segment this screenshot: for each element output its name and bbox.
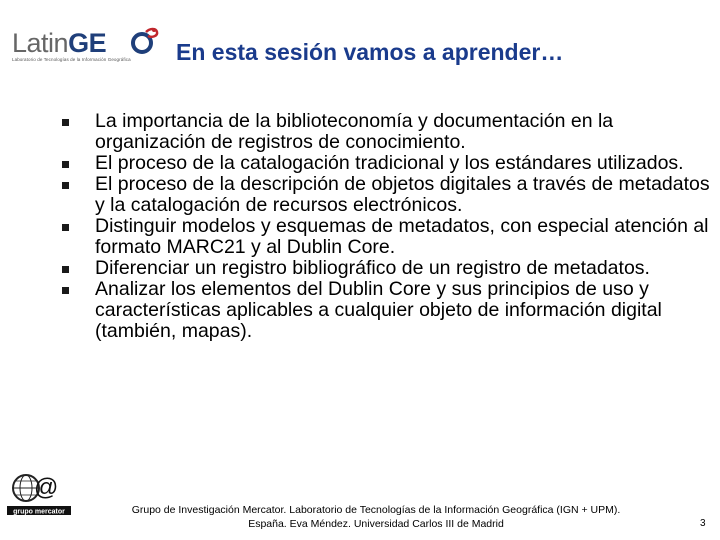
page-number: 3 xyxy=(700,518,706,529)
square-bullet-icon xyxy=(62,224,69,231)
bullet-text: Analizar los elementos del Dublin Core y sus principios de uso y características aplicables a cualquier objeto de información digital (también, mapas). xyxy=(95,278,662,342)
bullet-text: Distinguir modelos y esquemas de metadatos, con especial atención al formato MARC21 y al Dublin Core. xyxy=(95,215,709,258)
square-bullet-icon xyxy=(62,161,69,168)
svg-text:@: @ xyxy=(34,474,59,501)
bullet-text: Diferenciar un registro bibliográfico de un registro de metadatos. xyxy=(95,257,650,279)
latingeo-logo xyxy=(8,26,158,66)
footer-logo-label: grupo mercator xyxy=(13,508,65,516)
logo-wordmark xyxy=(12,28,106,58)
bullet-item xyxy=(60,174,710,216)
bullet-text: La importancia de la biblioteconomía y documentación en la organización de registros de conocimiento. xyxy=(95,110,614,153)
footer-credits xyxy=(88,503,664,531)
logo-tagline: Laboratorio de Tecnologías de la Información Geográfica xyxy=(12,57,131,62)
bullet-item xyxy=(60,111,710,153)
square-bullet-icon xyxy=(62,266,69,273)
square-bullet-icon xyxy=(62,119,69,126)
bullet-item xyxy=(60,153,710,174)
bullet-item xyxy=(60,216,710,258)
bullet-list xyxy=(60,111,710,342)
bullet-text: El proceso de la descripción de objetos digitales a través de metadatos y la catalogación de recursos electrónicos. xyxy=(95,173,710,216)
mercator-globe-logo xyxy=(6,468,72,518)
bullet-item xyxy=(60,279,710,342)
logo-text-latin: Latin xyxy=(12,28,69,58)
square-bullet-icon xyxy=(62,182,69,189)
logo-o-swirl-icon xyxy=(130,26,160,60)
square-bullet-icon xyxy=(62,287,69,294)
footer-line-2: España. Eva Méndez. Universidad Carlos III de Madrid xyxy=(248,518,504,530)
bullet-text: El proceso de la catalogación tradicional y los estándares utilizados. xyxy=(95,152,684,174)
footer-line-1: Grupo de Investigación Mercator. Laboratorio de Tecnologías de la Información Geográfica (IGN + UPM). xyxy=(131,504,621,516)
logo-text-geo: GE xyxy=(68,28,107,58)
slide-title: En esta sesión vamos a aprender… xyxy=(176,39,564,65)
bullet-item xyxy=(60,258,710,279)
